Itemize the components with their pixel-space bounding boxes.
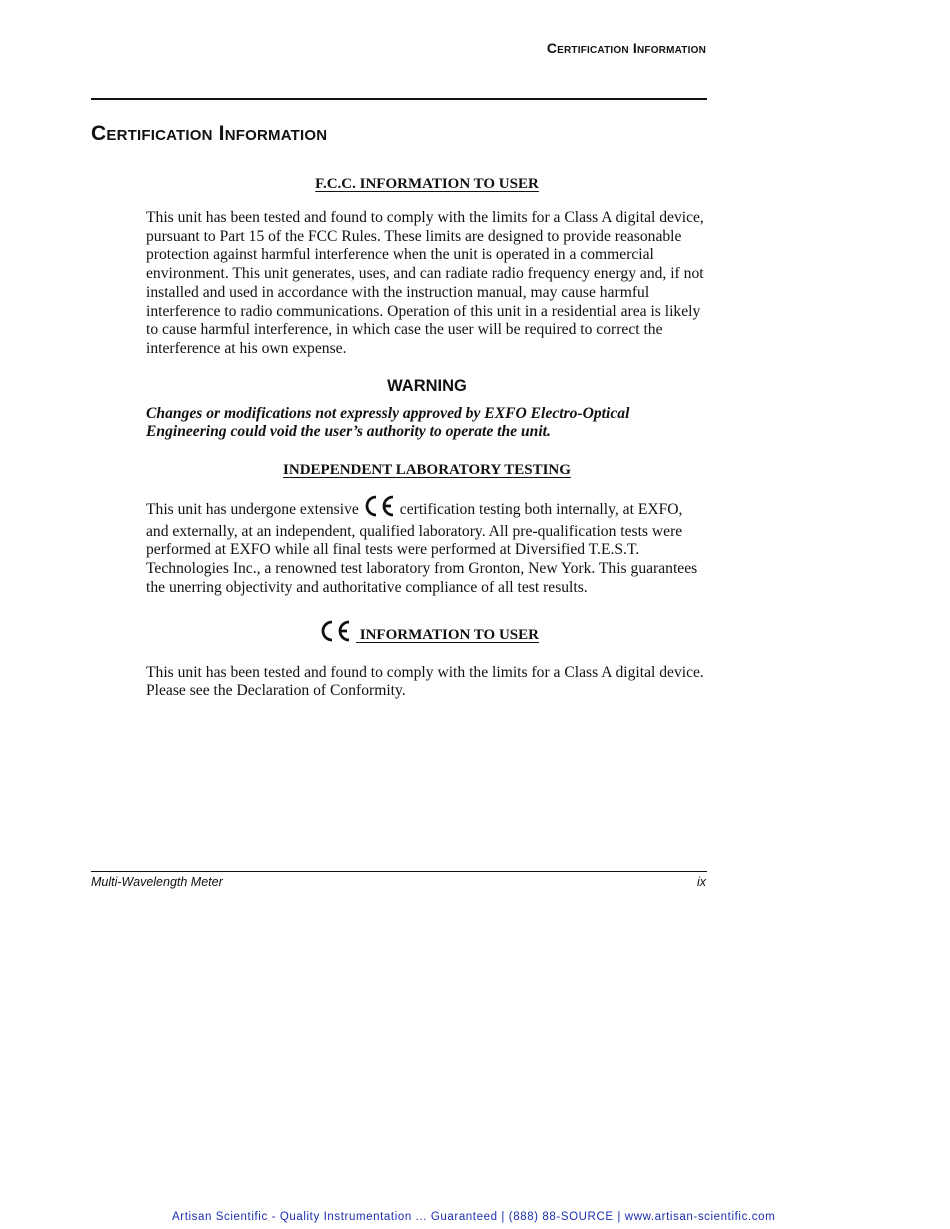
ce-mark-icon [363,495,396,523]
warning-section [146,377,708,442]
lab-testing-text-start: This unit has undergone extensive [146,501,359,519]
ce-info-heading [146,620,708,647]
ce-info-paragraph: This unit has been tested and found to comply with the limits for a Class A digital device. Please see the Declaration of Conformity. [146,663,704,700]
header-rule [91,98,707,100]
lab-testing-text-end: certification testing both internally, at EXFO, and externally, at an independent, qualified laboratory. All pre-qualification tests were performed at EXFO while all final tests were performed at Diversified T.E.S.T. Technologies Inc., a renowned test laboratory from Gronton, New York. This guarantees the unerring objectivity and authoritative compliance of all test results. [146,501,698,596]
ce-mark-icon [319,620,352,647]
fcc-section [146,176,708,359]
footer-page-number: ix [696,875,706,889]
fcc-paragraph: This unit has been tested and found to comply with the limits for a Class A digital device, pursuant to Part 15 of the FCC Rules. These limits are designed to provide reasonable protection against harmful interference when the unit is operated in a commercial environment. This unit generates, uses, and can radiate radio frequency energy and, if not installed and used in accordance with the instruction manual, may cause harmful interference to radio communications. Operation of this unit in a residential area is likely to cause harmful interference, in which case the user will be required to correct the interference at his own expense. [146,209,704,357]
page-content [146,176,708,701]
ce-info-section [146,620,708,701]
ce-info-heading-text: INFORMATION TO USER [359,626,539,643]
warning-paragraph: Changes or modifications not expressly approved by EXFO Electro-Optical Engineering could void the user’s authority to operate the unit. [146,404,630,441]
warning-heading: WARNING [387,376,467,395]
lab-testing-heading: INDEPENDENT LABORATORY TESTING [283,462,571,479]
running-header: Certification Information [546,40,706,56]
footer-product-name: Multi-Wavelength Meter [91,875,223,889]
lab-testing-section [146,462,708,598]
lab-testing-paragraph [146,495,708,598]
footer-rule [91,871,707,872]
vendor-banner: Artisan Scientific - Quality Instrumentation ... Guaranteed | (888) 88-SOURCE | www.artisan-scientific.com [172,1211,776,1223]
page-title: Certification Information [91,122,328,145]
fcc-heading: F.C.C. INFORMATION TO USER [315,176,539,192]
